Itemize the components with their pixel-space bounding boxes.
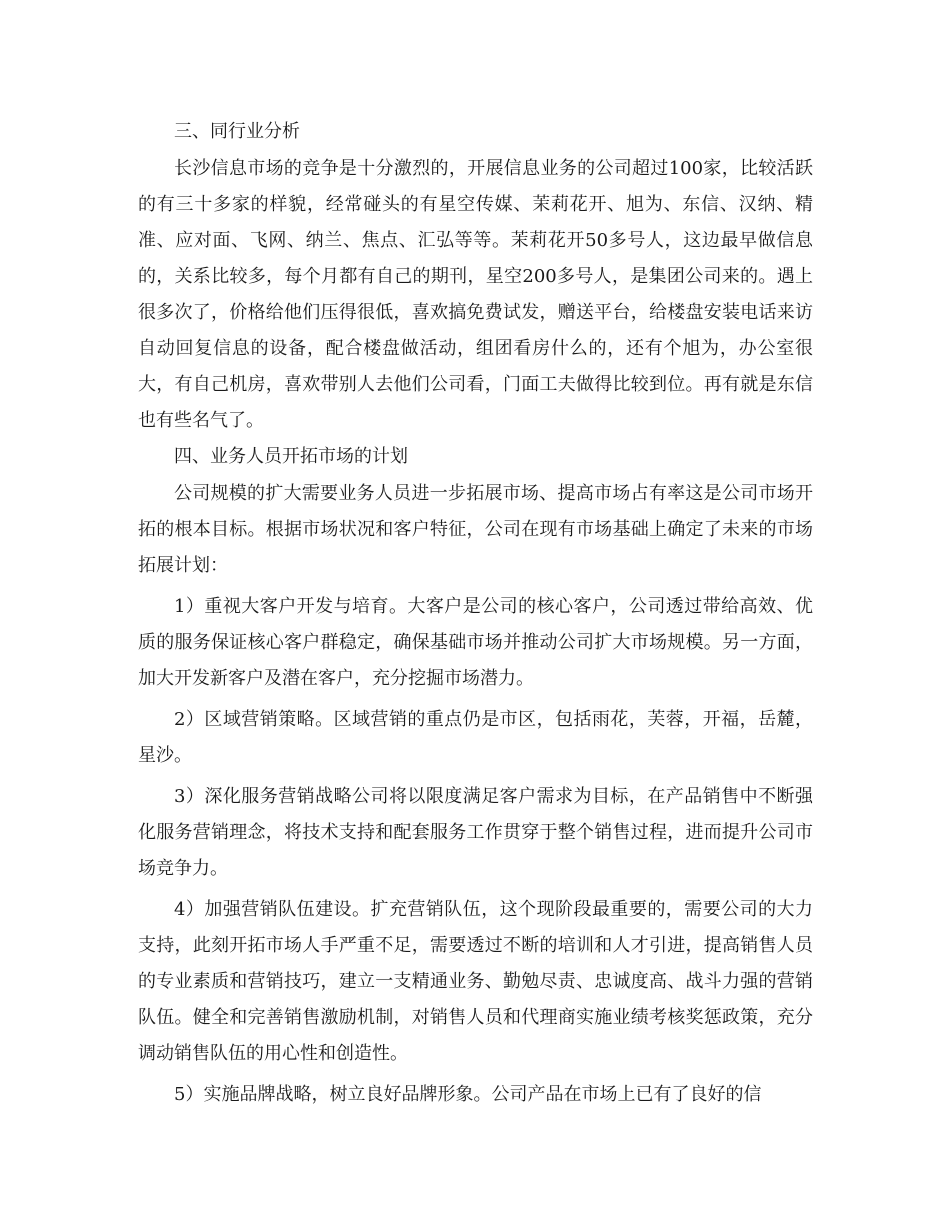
paragraph-key-accounts: 1）重视大客户开发与培育。大客户是公司的核心客户，公司透过带给高效、优质的服务保证核心客户群稳定，确保基础市场并推动公司扩大市场规模。另一方面，加大开发新客户及潜在客户，充分挖掘市场潜力。 <box>138 596 813 689</box>
section-heading-competitor-analysis: 三、同行业分析 <box>174 121 300 142</box>
paragraph-service-marketing: 3）深化服务营销战略公司将以限度满足客户需求为目标，在产品销售中不断强化服务营销理念，将技术支持和配套服务工作贯穿于整个销售过程，进而提升公司市场竞争力。 <box>138 786 813 879</box>
paragraph-sales-team: 4）加强营销队伍建设。扩充营销队伍，这个现阶段最重要的，需要公司的大力支持，此刻开拓市场人手严重不足，需要透过不断的培训和人才引进，提高销售人员的专业素质和营销技巧，建立一支精通业务、勤勉尽责、忠诚度高、战斗力强的营销队伍。健全和完善销售激励机制，对销售人员和代理商实施业绩考核奖惩政策，充分调动销售队伍的用心性和创造性。 <box>138 899 813 1064</box>
paragraph-competition: 长沙信息市场的竞争是十分激烈的，开展信息业务的公司超过100家，比较活跃的有三十多家的样貌，经常碰头的有星空传媒、茉莉花开、旭为、东信、汉纳、精准、应对面、飞网、纳兰、焦点、汇弘等等。茉莉花开50多号人，这边最早做信息的，关系比较多，每个月都有自己的期刊，星空200多号人，是集团公司来的。遇上很多次了，价格给他们压得很低，喜欢搞免费试发，赠送平台，给楼盘安装电话来访自动回复信息的设备，配合楼盘做活动，组团看房什么的，还有个旭为，办公室很大，有自己机房，喜欢带别人去他们公司看，门面工夫做得比较到位。再有就是东信也有些名气了。 <box>138 158 813 431</box>
section-heading-market-plan: 四、业务人员开拓市场的计划 <box>174 446 408 467</box>
paragraph-expansion-goal: 公司规模的扩大需要业务人员进一步拓展市场、提高市场占有率这是公司市场开拓的根本目标。根据市场状况和客户特征，公司在现有市场基础上确定了未来的市场拓展计划： <box>138 483 813 576</box>
document-body <box>138 114 813 1113</box>
paragraph-regional-strategy: 2）区域营销策略。区域营销的重点仍是市区，包括雨花，芙蓉，开福，岳麓，星沙。 <box>138 709 813 766</box>
paragraph-brand-strategy: 5）实施品牌战略，树立良好品牌形象。公司产品在市场上已有了良好的信 <box>174 1084 762 1105</box>
